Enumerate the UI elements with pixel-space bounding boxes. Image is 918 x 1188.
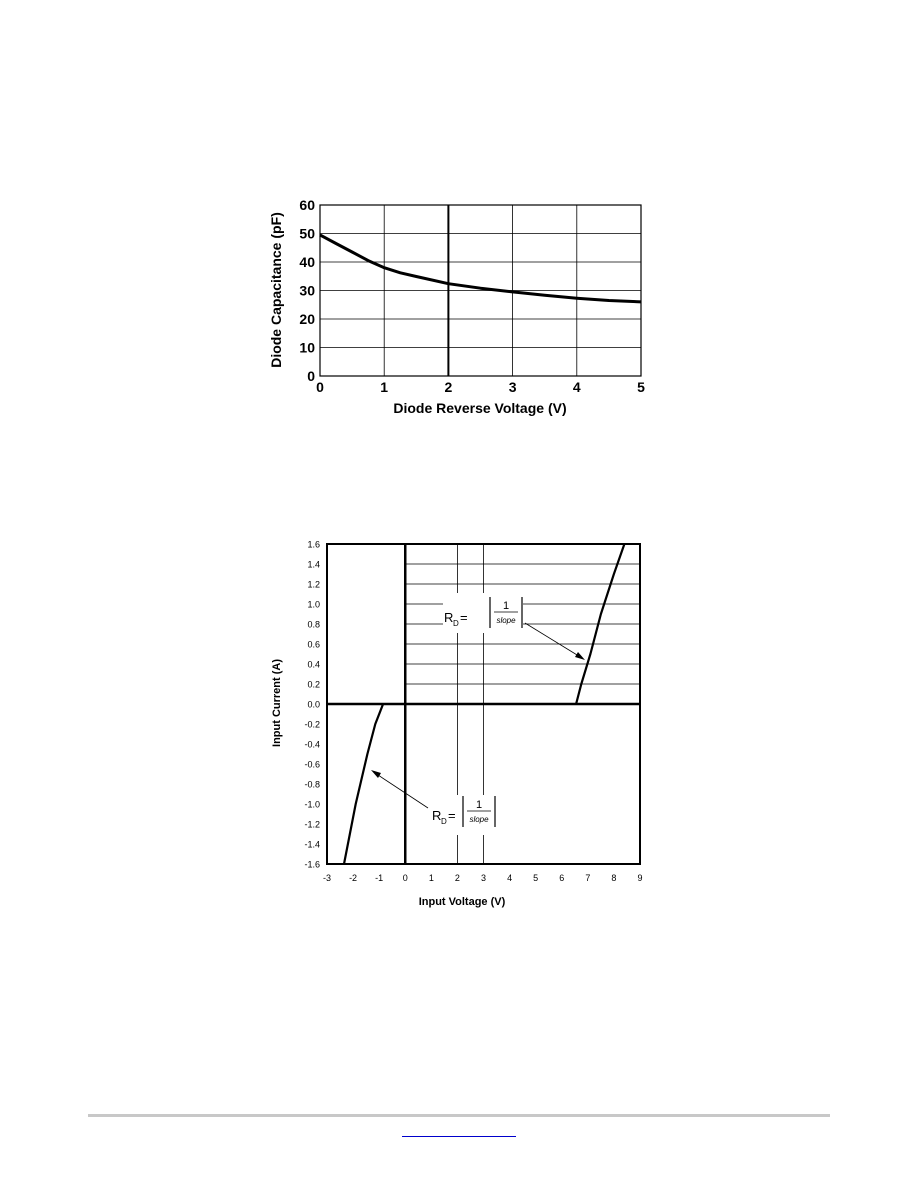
rd-annotation-lower — [371, 770, 510, 835]
x-tick-label: 9 — [637, 873, 643, 883]
y-tick-labels — [304, 540, 320, 870]
arrow-line — [375, 773, 428, 808]
y-tick-label: 1.0 — [307, 599, 320, 610]
rd-annotation-upper — [443, 593, 585, 660]
footer-rule — [88, 1114, 830, 1117]
x-tick-label: 4 — [507, 873, 513, 883]
x-tick-label: -3 — [322, 873, 332, 883]
x-tick-label: 5 — [637, 379, 645, 395]
rd-equals: = — [460, 610, 468, 625]
y-tick-label: 1.4 — [307, 559, 320, 570]
y-tick-label: 0.4 — [307, 659, 320, 670]
x-tick-label: 6 — [559, 873, 565, 883]
x-tick-label: 8 — [611, 873, 617, 883]
rd-subscript: D — [441, 817, 447, 826]
x-tick-label: 3 — [508, 379, 517, 395]
x-tick-label: 1 — [428, 873, 434, 883]
y-tick-label: 0.6 — [307, 639, 320, 650]
rd-label: R — [432, 808, 442, 823]
rd-numerator: 1 — [475, 799, 483, 811]
y-tick-label: 10 — [299, 339, 315, 356]
x-tick-label: 3 — [480, 873, 487, 883]
series-group — [320, 235, 641, 302]
y-tick-label: -1.6 — [304, 859, 320, 870]
y-tick-label: 1.2 — [307, 579, 320, 590]
y-tick-label: 0.0 — [307, 699, 320, 710]
y-tick-label: -1.0 — [304, 799, 320, 810]
x-tick-label: 2 — [454, 873, 460, 883]
y-axis-label: Diode Capacitance (pF) — [268, 212, 284, 368]
rd-equals: = — [448, 808, 456, 823]
y-tick-label: 0.8 — [307, 619, 320, 630]
rd-label: R — [444, 610, 454, 625]
x-axis-label: Diode Reverse Voltage (V) — [393, 400, 567, 416]
x-tick-label: 5 — [533, 873, 539, 883]
x-tick-labels — [323, 873, 643, 883]
rd-subscript: D — [453, 619, 459, 628]
y-tick-label: -0.6 — [304, 759, 320, 770]
y-tick-label: -1.4 — [304, 839, 320, 850]
rd-denominator: slope — [496, 616, 516, 625]
rd-denominator: slope — [469, 815, 489, 824]
y-tick-label: -1.2 — [304, 819, 320, 830]
series-line — [320, 235, 641, 302]
x-tick-label: 2 — [444, 379, 453, 395]
y-tick-label: 30 — [299, 282, 315, 299]
x-tick-label: 1 — [380, 379, 389, 395]
x-tick-label: 0 — [316, 379, 324, 395]
x-tick-labels — [316, 379, 645, 395]
x-tick-label: 0 — [402, 873, 408, 883]
x-tick-label: 7 — [585, 873, 591, 883]
y-tick-label: 1.6 — [307, 539, 320, 550]
capacitance-chart — [260, 190, 660, 430]
y-tick-label: 50 — [299, 225, 315, 242]
x-tick-label: -1 — [375, 873, 384, 883]
arrow-head — [371, 770, 381, 778]
series-line — [344, 704, 383, 864]
y-tick-label: 60 — [299, 197, 315, 213]
arrow-line — [525, 623, 582, 658]
y-tick-label: 40 — [299, 254, 315, 270]
arrow-head — [575, 652, 585, 660]
y-tick-label: 0 — [307, 368, 315, 384]
y-tick-label: -0.4 — [304, 739, 320, 750]
x-tick-label: 4 — [572, 379, 581, 395]
y-tick-label: -0.2 — [304, 719, 320, 730]
y-tick-labels — [299, 197, 315, 384]
y-tick-label: 20 — [299, 311, 315, 327]
footer-link[interactable] — [402, 1122, 516, 1137]
y-tick-label: -0.8 — [304, 779, 320, 790]
x-tick-label: -2 — [349, 873, 358, 883]
y-tick-label: 0.2 — [307, 679, 320, 690]
y-axis-label: Input Current (A) — [271, 659, 283, 747]
grid — [320, 205, 641, 376]
rd-numerator: 1 — [502, 600, 510, 612]
iv-chart — [260, 530, 660, 920]
x-axis-label: Input Voltage (V) — [418, 896, 506, 908]
